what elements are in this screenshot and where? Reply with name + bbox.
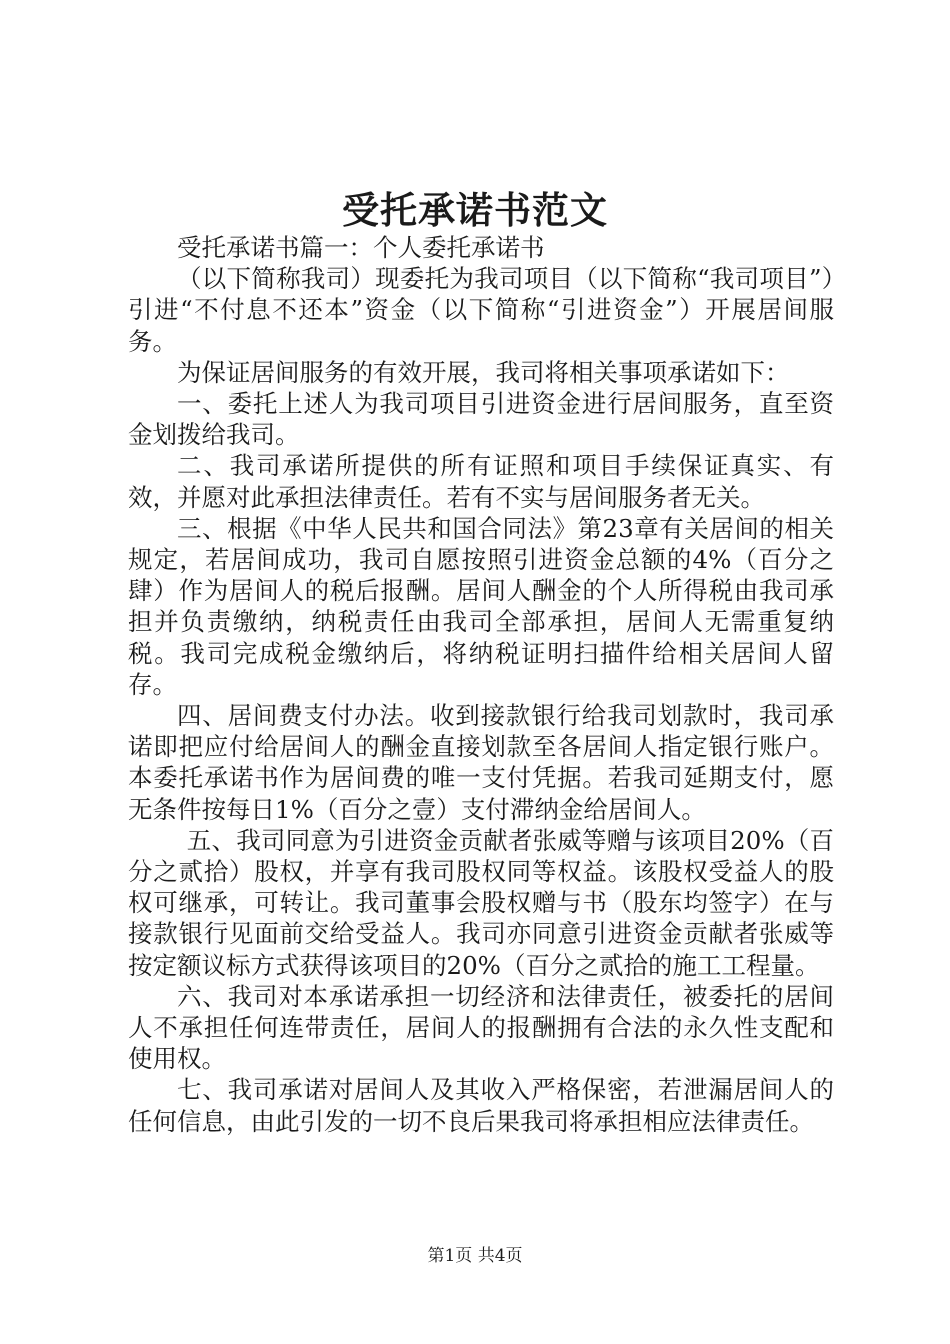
paragraph-item-5: 五、我司同意为引进资金贡献者张威等赠与该项目20%（百分之贰拾）股权，并享有我司股权同等权益。该股权受益人的股权可继承，可转让。我司董事会股权赠与书（股东均签字）在与接款银行见面前交给受益人。我司亦同意引进资金贡献者张威等按定额议标方式获得该项目的20%（百分之贰拾的施工工程量。 (128, 825, 834, 980)
paragraph-item-2: 二、我司承诺所提供的所有证照和项目手续保证真实、有效，并愿对此承担法律责任。若有不实与居间服务者无关。 (128, 451, 834, 512)
paragraph-item-4: 四、居间费支付办法。收到接款银行给我司划款时，我司承诺即把应付给居间人的酬金直接划款至各居间人指定银行账户。本委托承诺书作为居间费的唯一支付凭据。若我司延期支付，愿无条件按每日1%（百分之壹）支付滞纳金给居间人。 (128, 701, 834, 824)
paragraph-item-6: 六、我司对本承诺承担一切经济和法律责任，被委托的居间人不承担任何连带责任，居间人的报酬拥有合法的永久性支配和使用权。 (128, 981, 834, 1074)
paragraph-heading: 受托承诺书篇一：个人委托承诺书 (177, 233, 545, 262)
document-title: 受托承诺书范文 (342, 188, 608, 232)
paragraph-intro: （以下简称我司）现委托为我司项目（以下简称“我司项目”）引进“不付息不还本”资金（以下简称“引进资金”）开展居间服务。 (128, 264, 834, 356)
paragraph-item-3: 三、根据《中华人民共和国合同法》第23章有关居间的相关规定，若居间成功，我司自愿按照引进资金总额的4%（百分之肆）作为居间人的税后报酬。居间人酬金的个人所得税由我司承担并负责缴纳，纳税责任由我司全部承担，居间人无需重复纳税。我司完成税金缴纳后，将纳税证明扫描件给相关居间人留存。 (128, 513, 834, 699)
document-body (128, 232, 834, 1137)
page-number-footer: 第1页 共4页 (427, 1246, 523, 1266)
paragraph-item-1: 一、委托上述人为我司项目引进资金进行居间服务，直至资金划拨给我司。 (128, 389, 834, 450)
paragraph-item-7: 七、我司承诺对居间人及其收入严格保密，若泄漏居间人的任何信息，由此引发的一切不良后果我司将承担相应法律责任。 (128, 1075, 834, 1136)
paragraph-promise-lead: 为保证居间服务的有效开展，我司将相关事项承诺如下： (177, 357, 790, 387)
